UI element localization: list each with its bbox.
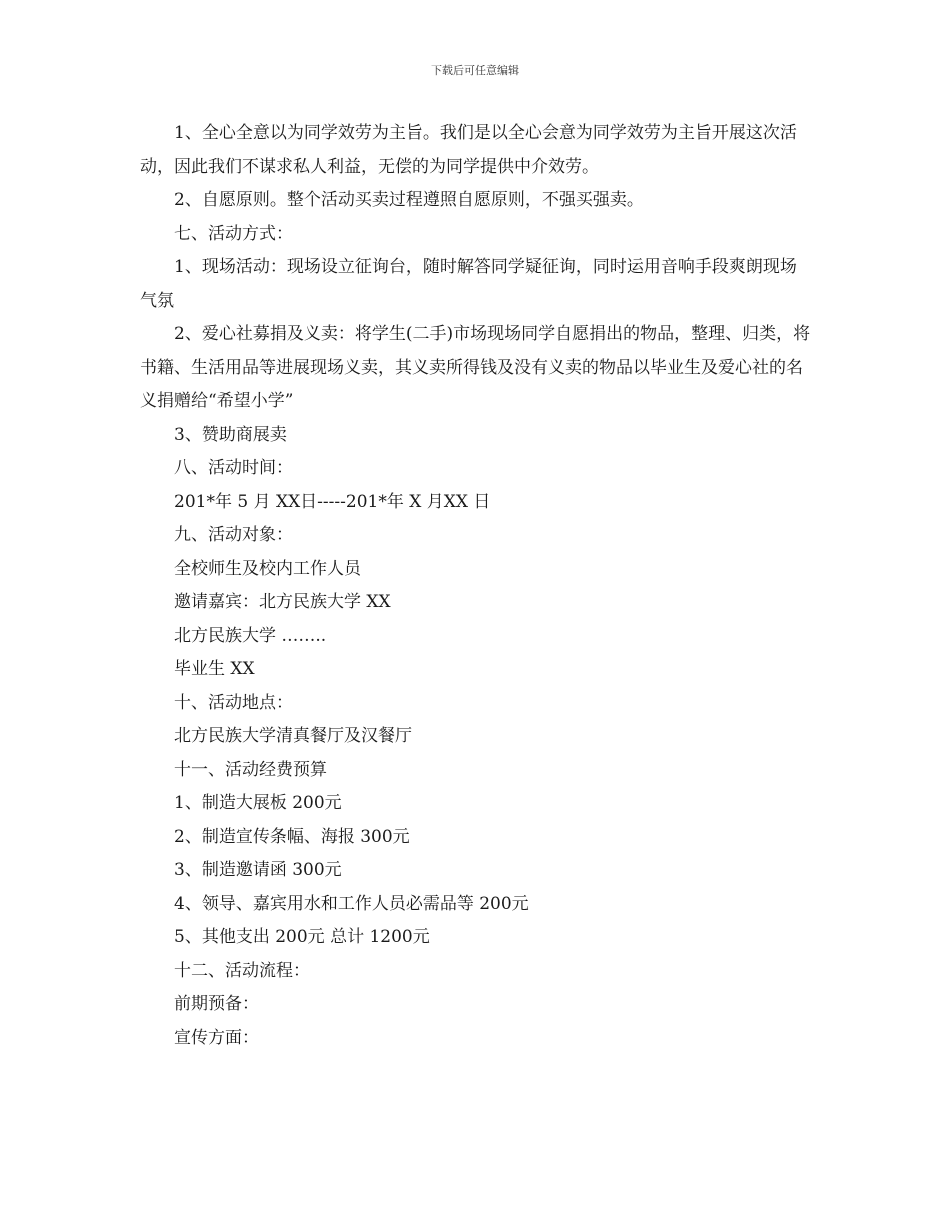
invited-guest-3: 毕业生 XX bbox=[174, 659, 255, 679]
paragraph-method-3: 3、赞助商展卖 bbox=[174, 424, 287, 445]
invited-guest-2: 北方民族大学 …….. bbox=[174, 625, 327, 646]
paragraph-method-2: 2、爱心社募捐及义卖：将学生(二手)市场现场同学自愿捐出的物品，整理、归类，将书籍、生活用品等进展现场义卖，其义卖所得钱及没有义卖的物品以毕业生及爱心社的名义捐赠给“希望小学” bbox=[140, 324, 811, 411]
paragraph-principle-1: 1、全心全意以为同学效劳为主旨。我们是以全心会意为同学效劳为主旨开展这次活动，因此我们不谋求私人利益，无偿的为同学提供中介效劳。 bbox=[140, 123, 797, 177]
section-heading-11: 十一、活动经费预算 bbox=[174, 759, 327, 780]
page-header-note: 下载后可任意编辑 bbox=[431, 64, 519, 77]
section-heading-9: 九、活动对象： bbox=[174, 525, 293, 545]
paragraph-method-1: 1、现场活动：现场设立征询台，随时解答同学疑征询，同时运用音响手段爽朗现场气氛 bbox=[140, 257, 797, 311]
prep-heading: 前期预备： bbox=[174, 994, 259, 1014]
paragraph-principle-2: 2、自愿原则。整个活动买卖过程遵照自愿原则，不强买强卖。 bbox=[174, 190, 644, 210]
publicity-heading: 宣传方面： bbox=[174, 1027, 259, 1048]
budget-item: 3、制造邀请函 300元 bbox=[174, 860, 342, 880]
activity-target: 全校师生及校内工作人员 bbox=[174, 558, 361, 579]
activity-place: 北方民族大学清真餐厅及汉餐厅 bbox=[174, 726, 412, 746]
section-heading-7: 七、活动方式： bbox=[174, 223, 293, 244]
budget-item: 4、领导、嘉宾用水和工作人员必需品等 200元 bbox=[174, 893, 529, 914]
budget-item: 2、制造宣传条幅、海报 300元 bbox=[174, 826, 410, 847]
section-heading-10: 十、活动地点： bbox=[174, 692, 293, 713]
document-body bbox=[140, 117, 812, 1055]
budget-item: 1、制造大展板 200元 bbox=[174, 793, 342, 813]
invited-guest-1: 邀请嘉宾：北方民族大学 XX bbox=[174, 592, 391, 612]
section-heading-8: 八、活动时间： bbox=[174, 458, 293, 478]
budget-item: 5、其他支出 200元 总计 1200元 bbox=[174, 927, 430, 947]
section-heading-12: 十二、活动流程： bbox=[174, 960, 310, 981]
activity-time: 201*年 5 月 XX日-----201*年 X 月XX 日 bbox=[174, 491, 491, 512]
